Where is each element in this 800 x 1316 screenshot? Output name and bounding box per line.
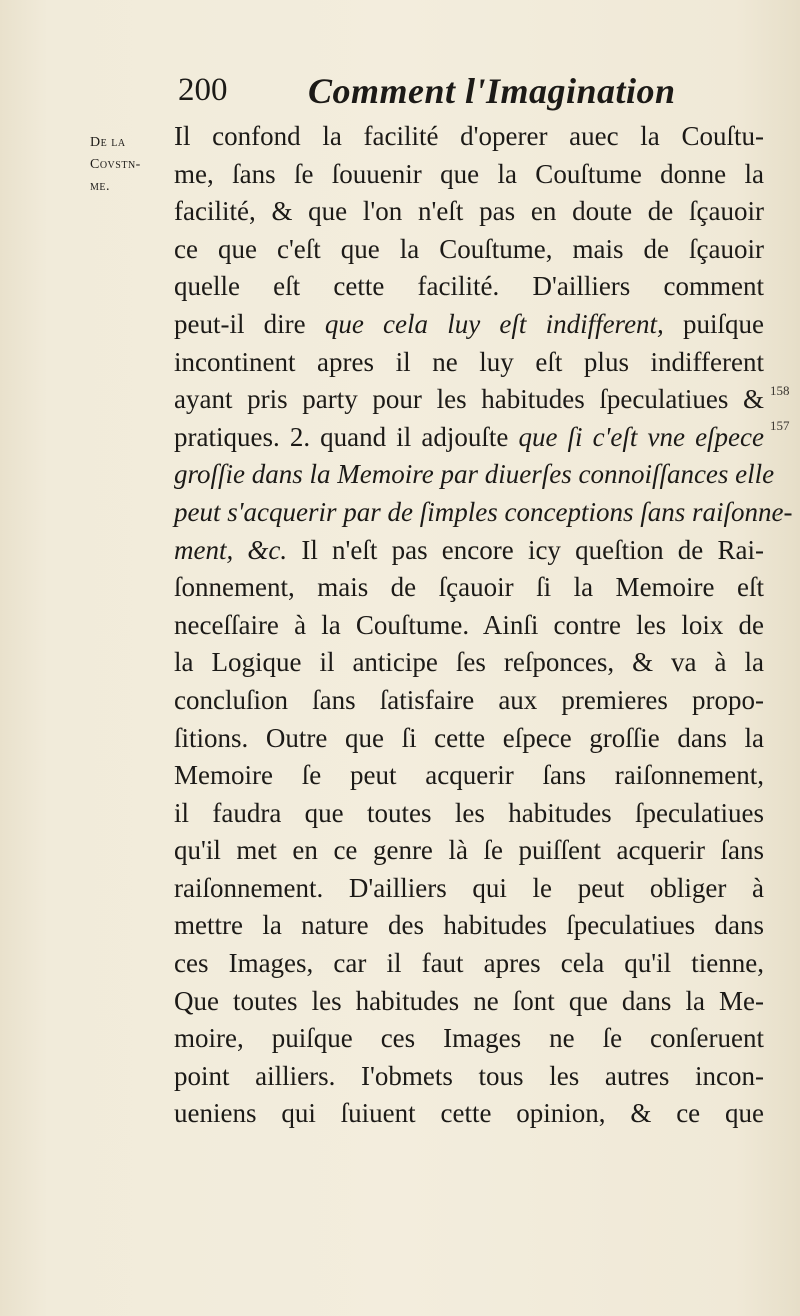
text-line — [174, 156, 764, 194]
page-number: 200 — [178, 72, 228, 108]
italic-text-segment: ment, &c. — [174, 534, 288, 565]
text-segment: ces Images, car il faut apres cela qu'il tienne, — [174, 948, 764, 979]
text-segment: Il confond la facilité d'operer auec la Couſtu- — [174, 121, 764, 151]
text-line — [174, 945, 764, 983]
text-segment: Il n'eſt pas encore icy queſtion de Rai- — [287, 534, 764, 565]
text-segment: ueniens qui ſuiuent cette opinion, & ce que — [174, 1098, 764, 1129]
text-segment: raiſonnement. D'ailliers qui le peut obliger à — [174, 872, 764, 903]
text-line — [174, 832, 764, 870]
text-line — [174, 795, 764, 833]
text-line — [174, 381, 764, 419]
running-title: Comment l'Imagination — [308, 71, 676, 111]
text-segment: ſitions. Outre que ſi cette eſpece groſſie dans la — [174, 722, 764, 753]
text-line — [174, 231, 764, 269]
text-segment: facilité, & que l'on n'eſt pas en doute de ſçauoir — [174, 196, 764, 227]
left-marginal-note — [90, 132, 160, 198]
text-segment: la Logique il anticipe ſes reſponces, & va à la — [174, 647, 764, 678]
text-line — [174, 1058, 764, 1096]
text-line — [174, 682, 764, 720]
text-segment: ayant pris party pour les habitudes ſpeculatiues & — [174, 384, 764, 415]
marginal-note-line: Covstn- — [90, 157, 141, 172]
text-line — [174, 1095, 764, 1133]
right-margin-reference-1: 158 — [770, 383, 790, 398]
text-segment: puiſque — [663, 308, 764, 339]
text-line — [174, 569, 764, 607]
italic-text-segment: groſſie dans la Memoire par diuerſes connoiſſances elle — [174, 459, 775, 490]
text-segment: concluſion ſans ſatisfaire aux premieres propo- — [174, 684, 764, 715]
text-segment: incontinent apres il ne luy eſt plus indifferent — [174, 346, 764, 377]
marginal-note-line: De la — [90, 135, 126, 150]
text-line — [174, 983, 764, 1021]
text-segment: mettre la nature des habitudes ſpeculatiues dans — [174, 910, 764, 941]
text-segment: moire, puiſque ces Images ne ſe conſeruent — [174, 1023, 764, 1054]
text-segment: il faudra que toutes les habitudes ſpeculatiues — [174, 797, 764, 828]
text-segment: neceſſaire à la Couſtume. Ainſi contre les loix de — [174, 609, 764, 640]
text-line — [174, 607, 764, 645]
text-segment: peut-il dire — [174, 308, 325, 339]
text-line — [174, 456, 775, 494]
text-line — [174, 757, 764, 795]
text-line — [174, 1020, 764, 1058]
text-line — [174, 306, 764, 344]
text-line — [174, 118, 764, 156]
page-header — [178, 70, 738, 120]
text-segment: Que toutes les habitudes ne ſont que dans la Me- — [174, 985, 764, 1016]
text-segment: quelle eſt cette facilité. D'ailliers comment — [174, 271, 764, 302]
text-segment: qu'il met en ce genre là ſe puiſſent acquerir ſans — [174, 835, 764, 866]
text-line — [174, 720, 764, 758]
text-segment: ce que c'eſt que la Couſtume, mais de ſçauoir — [174, 233, 764, 264]
marginal-note-line: me. — [90, 179, 110, 194]
text-line — [174, 193, 764, 231]
text-line — [174, 344, 764, 382]
text-line — [174, 532, 764, 570]
text-line — [174, 644, 764, 682]
text-line — [174, 907, 764, 945]
text-line — [174, 494, 793, 532]
text-line — [174, 419, 764, 457]
italic-text-segment: peut s'acquerir par de ſimples conceptions ſans raiſonne- — [174, 496, 793, 527]
italic-text-segment: que cela luy eſt indifferent, — [324, 308, 664, 339]
text-segment: Memoire ſe peut acquerir ſans raiſonnement, — [174, 760, 764, 791]
text-line — [174, 870, 764, 908]
text-line — [174, 268, 764, 306]
italic-text-segment: que ſi c'eſt vne eſpece — [518, 421, 764, 452]
text-segment: ſonnement, mais de ſçauoir ſi la Memoire eſt — [174, 572, 764, 603]
text-segment: point ailliers. I'obmets tous les autres incon- — [174, 1060, 764, 1091]
right-margin-reference-2: 157 — [770, 418, 790, 433]
text-segment: me, ſans ſe ſouuenir que la Couſtume donne la — [174, 158, 764, 189]
text-segment: pratiques. 2. quand il adjouſte — [174, 421, 519, 452]
